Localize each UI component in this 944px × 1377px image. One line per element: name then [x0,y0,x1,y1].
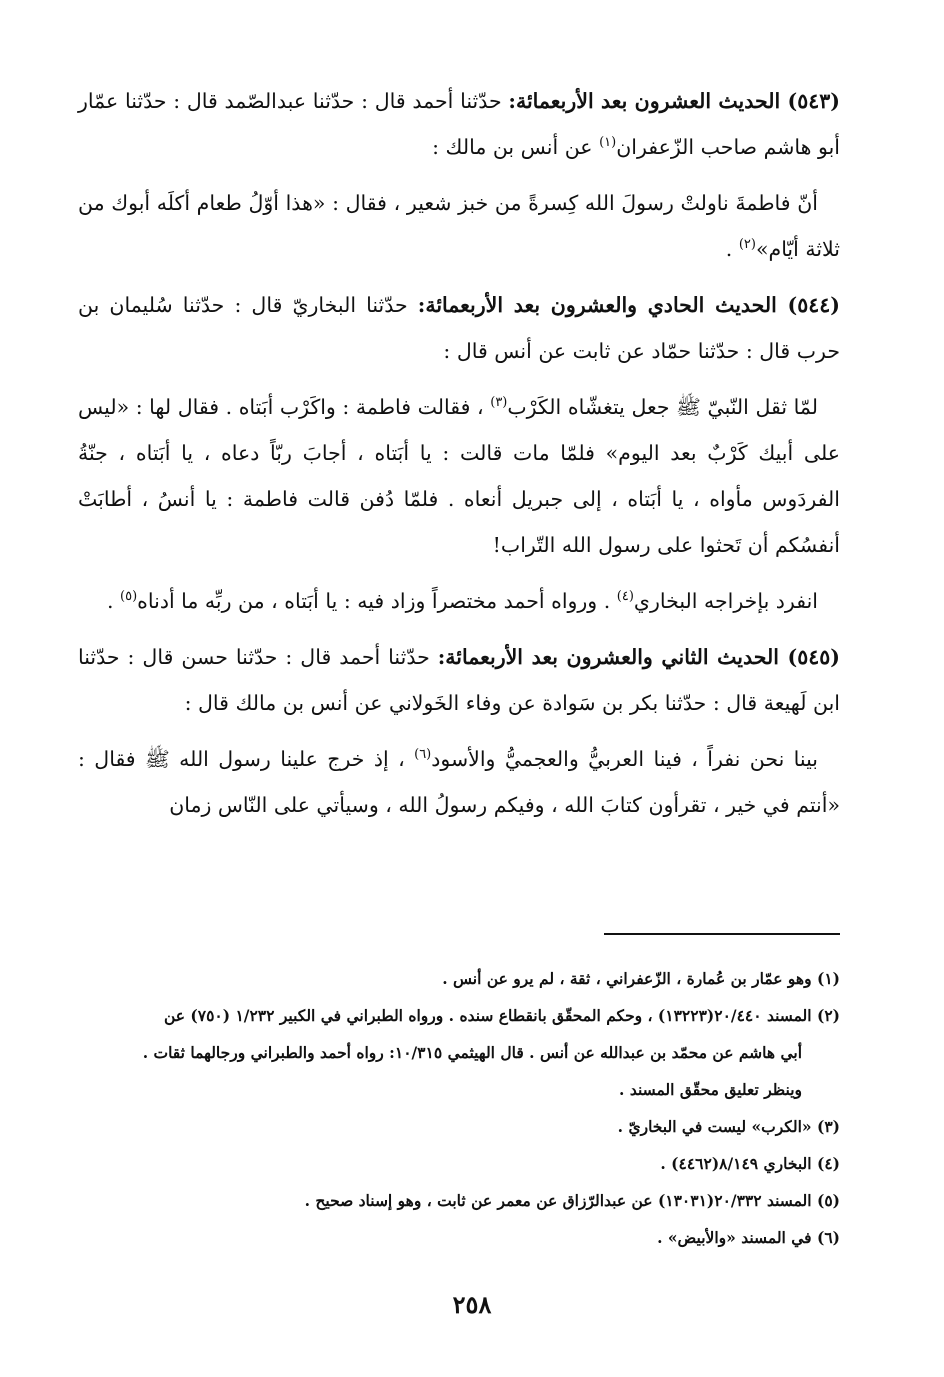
hadith-543-matn [78,180,840,272]
hadith-544-takhrij [78,578,840,624]
paragraph-text: . [106,589,120,613]
hadith-543-isnad [78,78,840,170]
footnote-5: (٥) المسند ٢٠/٣٣٢(١٣٠٣١) عن عبدالرّزاق عن معمر عن ثابت ، وهو إسناد صحيح . [304,1191,840,1210]
paragraph-text: لمّا ثقل النّبيّ ﷺ جعل يتغشّاه الكَرْب [507,395,818,419]
footnote-2-continued: وينظر تعليق محقّق المسند . [619,1080,802,1099]
paragraph-text: ، إذ خرج علينا رسول الله ﷺ فقال : «أنتم في خير ، تقرأون كتابَ الله ، وفيكم رسولُ الله ، وسيأتي على النّاس زمان [78,747,840,817]
footnote-6: (٦) في المسند «والأبيض» . [657,1228,840,1247]
hadith-545-isnad [78,634,840,726]
hadith-544-heading: (٥٤٤) الحديث الحادي والعشرون بعد الأربعمائة: [417,293,840,317]
footnote-4: (٤) البخاري ٨/١٤٩(٤٤٦٢) . [660,1154,840,1173]
paragraph-text: . ورواه أحمد مختصراً وزاد فيه : يا أبَتاه ، من ربِّه ما أدناه [137,589,617,613]
footnote-1: (١) وهو عمّار بن عُمارة ، الزّعفراني ، ثقة ، لم يرو عن أنس . [442,969,840,988]
paragraph-text: حدّثنا أحمد قال : حدّثنا عبدالصّمد قال : حدّثنا عمّار أبو هاشم صاحب الزّعفران [78,89,840,159]
hadith-545-matn [78,736,840,828]
hadith-544-isnad [78,282,840,374]
footnote-2: (٢) المسند ٢٠/٤٤٠(١٣٢٢٣) ، وحكم المحقّق بانقطاع سنده . ورواه الطبراني في الكبير ١/٢٣٢ (٧٥٠) عن [163,1006,840,1025]
footnote-3: (٣) «الكرب» ليست في البخاريّ . [617,1117,840,1136]
footnotes [78,960,840,1256]
paragraph-text: حدّثنا البخاريّ قال : حدّثنا سُليمان بن حرب قال : حدّثنا حمّاد عن ثابت عن أنس قال : [78,293,840,363]
footnote-marker: (١) [599,135,617,151]
footnote-marker: (٣) [490,395,508,411]
main-text [78,78,840,838]
paragraph-text: ، فقالت فاطمة : واكَرْب أبَتاه . فقال لها : «ليس على أبيك كَرْبٌ بعد اليوم» فلمّا مات قالت : يا أبَتاه ، أجابَ ربّاً دعاه ، يا أبَتاه ، جنّةُ الفردَوس مأواه ، يا أبَتاه ، إلى جبريل أنعاه . فلمّا دُفن قالت فاطمة : يا أنسُ ، أطابَتْ أنفسُكم أن تَحثوا على رسول الله التّراب! [78,395,840,557]
footnote-2-continued: أبي هاشم عن محمّد بن عبدالله عن أنس . قال الهيثمي ١٠/٣١٥: رواه أحمد والطبراني ورجالهما ثقات . [142,1043,802,1062]
footnote-marker: (٤) [616,589,634,605]
paragraph-text: حدّثنا أحمد قال : حدّثنا حسن قال : حدّثنا ابن لَهيعة قال : حدّثنا بكر بن سَوادة عن وفاء الخَولاني عن أنس بن مالك قال : [78,645,840,715]
footnote-divider [604,933,840,935]
paragraph-text: انفرد بإخراجه البخاري [633,589,818,613]
footnote-marker: (٥) [120,589,138,605]
footnote-marker: (٦) [414,747,432,763]
hadith-544-matn [78,384,840,568]
paragraph-text: . [725,237,739,261]
page-number: ٢٥٨ [452,1290,492,1319]
footnote-marker: (٢) [738,237,756,253]
hadith-543-heading: (٥٤٣) الحديث العشرون بعد الأربعمائة: [508,89,840,113]
paragraph-text: أنّ فاطمةَ ناولتْ رسولَ الله كِسرةً من خبز شعير ، فقال : «هذا أوّلُ طعام أكلَه أبوك من ثلاثة أيّام» [78,191,840,261]
hadith-545-heading: (٥٤٥) الحديث الثاني والعشرون بعد الأربعمائة: [437,645,840,669]
paragraph-text: عن أنس بن مالك : [432,135,600,159]
paragraph-text: بينا نحن نفراً ، فينا العربيُّ والعجميُّ والأسود [431,747,819,771]
